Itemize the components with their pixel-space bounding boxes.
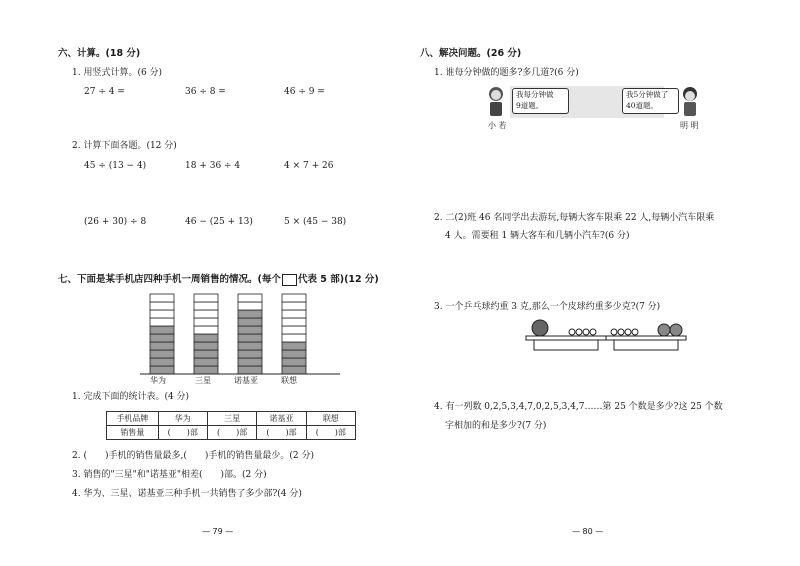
table-header-cell: 诺基亚 — [257, 412, 306, 426]
chart-bar-box-filled — [194, 358, 218, 366]
q8-4-line1: 4. 有一列数 0,2,5,3,4,7,0,2,5,3,4,7……第 25 个数是多少?这 25 个数 — [434, 402, 723, 412]
unit-box-icon — [282, 274, 297, 286]
table-header-cell: 手机品牌 — [107, 412, 159, 426]
q6-2-item: 45 ÷ (13 − 4) — [84, 161, 147, 171]
q6-2-item: (26 + 30) ÷ 8 — [84, 217, 147, 227]
chart-bar-box-empty — [282, 310, 306, 318]
chart-bar-box-empty — [194, 302, 218, 310]
chart-bar-box-empty — [282, 334, 306, 342]
chart-bar-box-filled — [238, 350, 262, 358]
q6-2-item: 46 − (25 + 13) — [185, 217, 253, 227]
chart-bar-box-filled — [194, 350, 218, 358]
q7-1-prompt: 1. 完成下面的统计表。(4 分) — [72, 392, 190, 402]
chart-bar-box-filled — [282, 366, 306, 374]
chart-bar-box-filled — [282, 358, 306, 366]
table-header-cell: 三星 — [207, 412, 256, 426]
answer-blank[interactable]: ( )部 — [158, 426, 207, 440]
chart-bar-box-filled — [238, 334, 262, 342]
chart-bar-box-empty — [282, 294, 306, 302]
chart-bar-box-filled — [150, 350, 174, 358]
chart-category-label: 华为 — [150, 376, 166, 385]
balance-scale-icon — [602, 318, 692, 354]
balance-scale-icon — [522, 318, 612, 354]
chart-bar-box-empty — [282, 326, 306, 334]
chart-bar-box-filled — [150, 366, 174, 374]
q8-2-line1: 2. 二(2)班 46 名同学出去游玩,每辆大客车限乘 22 人,每辆小汽车限乘 — [434, 213, 715, 223]
bubble-text: 9道题。 — [516, 101, 544, 110]
chart-bar-box-filled — [194, 342, 218, 350]
table-header-cell: 华为 — [158, 412, 207, 426]
chart-bar-box-empty — [238, 302, 262, 310]
chart-bar-box-empty — [282, 302, 306, 310]
q6-2-prompt: 2. 计算下面各题。(12 分) — [72, 141, 177, 151]
table-row-label: 销售量 — [107, 426, 159, 440]
name-left: 小 若 — [488, 121, 507, 130]
chart-bar-box-filled — [238, 366, 262, 374]
chart-bar-box-filled — [150, 342, 174, 350]
q6-2-item: 18 + 36 ÷ 4 — [185, 161, 241, 171]
page-number: — 80 — — [572, 527, 604, 536]
chart-bar-box-empty — [194, 326, 218, 334]
chart-bar-box-empty — [194, 310, 218, 318]
chart-bar-box-filled — [194, 334, 218, 342]
chart-bar-box-empty — [150, 302, 174, 310]
q6-2-item: 4 × 7 + 26 — [284, 161, 334, 171]
section-6-title: 六、计算。(18 分) — [58, 48, 141, 59]
q6-2-item: 5 × (45 − 38) — [284, 217, 347, 227]
chart-bar-box-empty — [194, 294, 218, 302]
chart-bar-box-empty — [238, 294, 262, 302]
section-7-title-a: 七、下面是某手机店四种手机一周销售的情况。(每个 — [58, 274, 281, 285]
q8-3-prompt: 3. 一个乒乓球约重 3 克,那么一个皮球约重多少克?(7 分) — [434, 302, 661, 312]
q8-2-line2: 4 人。需要租 1 辆大客车和几辆小汽车?(6 分) — [445, 231, 630, 241]
chart-bar-box-empty — [282, 318, 306, 326]
q7-3-prompt: 3. 销售的"三星"和"诺基亚"相差( )部。(2 分) — [72, 470, 267, 480]
bubble-text: 我每分钟做 — [516, 90, 554, 99]
q6-1-item: 46 ÷ 9 = — [284, 87, 325, 97]
chart-category-label: 联想 — [281, 376, 297, 385]
answer-blank[interactable]: ( )部 — [306, 426, 355, 440]
table-row — [107, 426, 356, 440]
chart-bar-box-filled — [238, 318, 262, 326]
answer-blank[interactable]: ( )部 — [207, 426, 256, 440]
chart-bar-box-empty — [150, 310, 174, 318]
q7-4-prompt: 4. 华为、三星、诺基亚三种手机一共销售了多少部?(4 分) — [72, 489, 302, 499]
table-header-row — [107, 412, 356, 426]
answer-blank[interactable]: ( )部 — [257, 426, 306, 440]
boy-icon — [678, 84, 702, 118]
chart-bar-box-filled — [238, 342, 262, 350]
q6-1-item: 27 ÷ 4 = — [84, 87, 125, 97]
q8-4-line2: 字相加的和是多少?(7 分) — [445, 421, 547, 431]
chart-bar-box-empty — [150, 318, 174, 326]
stats-table — [106, 411, 356, 440]
chart-bar-box-filled — [150, 326, 174, 334]
q7-2-prompt: 2. ( )手机的销售量最多,( )手机的销售量最少。(2 分) — [72, 451, 314, 461]
girl-icon — [484, 84, 508, 118]
name-right: 明 明 — [680, 121, 699, 130]
speech-bubble-right — [622, 88, 679, 114]
chart-bar-box-empty — [150, 294, 174, 302]
page-number: — 79 — — [202, 527, 234, 536]
speech-bubble-left — [512, 88, 569, 114]
q8-1-prompt: 1. 谁每分钟做的题多?多几道?(6 分) — [434, 68, 579, 78]
bubble-text: 40道题。 — [626, 101, 659, 110]
chart-bar-box-filled — [238, 310, 262, 318]
q6-1-item: 36 ÷ 8 = — [185, 87, 226, 97]
section-7-title-b: 代表 5 部)(12 分) — [298, 274, 379, 285]
chart-bar-box-filled — [282, 342, 306, 350]
chart-bar-box-empty — [194, 318, 218, 326]
q6-1-prompt: 1. 用竖式计算。(6 分) — [72, 68, 163, 78]
chart-bar-box-filled — [238, 358, 262, 366]
sales-chart — [140, 288, 340, 378]
chart-bar-box-filled — [150, 334, 174, 342]
chart-bar-box-filled — [150, 358, 174, 366]
chart-bar-box-filled — [194, 366, 218, 374]
section-8-title: 八、解决问题。(26 分) — [420, 48, 522, 59]
chart-category-label: 三星 — [195, 376, 211, 385]
bubble-text: 我5分钟做了 — [626, 90, 669, 99]
table-header-cell: 联想 — [306, 412, 355, 426]
chart-bar-box-filled — [282, 350, 306, 358]
chart-bar-box-filled — [238, 326, 262, 334]
chart-category-label: 诺基亚 — [234, 376, 258, 385]
